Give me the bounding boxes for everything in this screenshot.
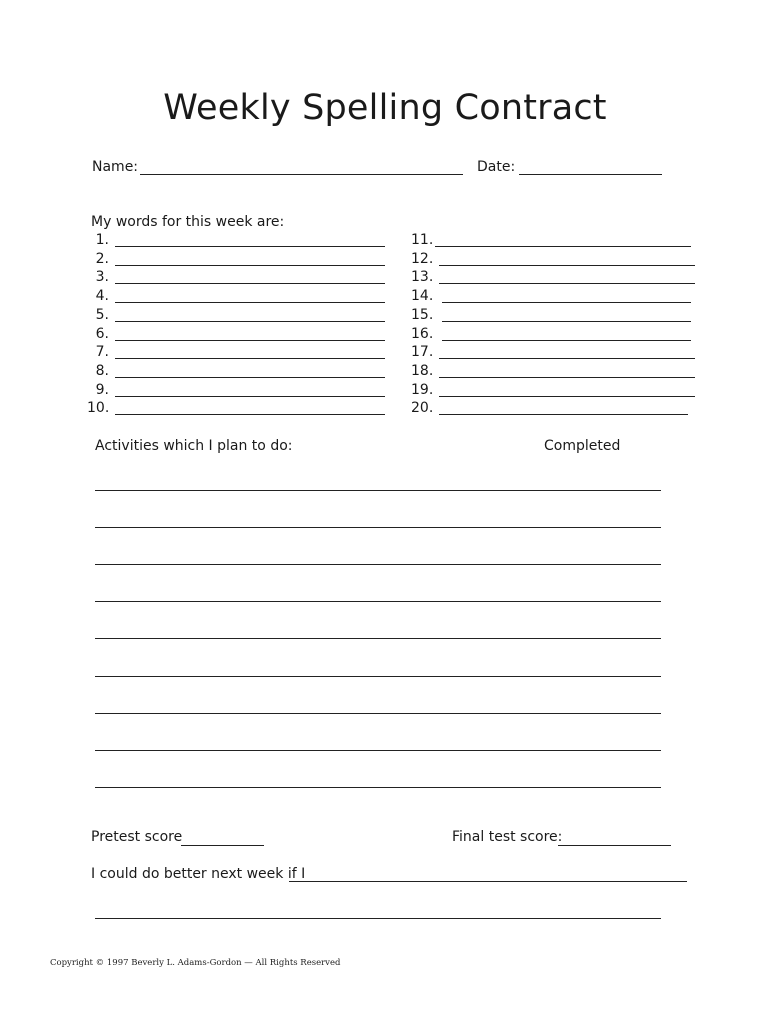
name-label: Name: — [92, 159, 139, 175]
activity-line[interactable] — [95, 750, 661, 751]
word-line[interactable] — [115, 358, 385, 359]
word-line[interactable] — [439, 283, 695, 284]
word-number: 12. — [411, 250, 434, 267]
word-line[interactable] — [115, 414, 385, 415]
word-line[interactable] — [115, 265, 385, 266]
word-number: 3. — [95, 269, 109, 286]
final-test-field[interactable] — [558, 845, 671, 846]
word-number: 13. — [411, 269, 434, 286]
word-number: 8. — [95, 362, 109, 379]
word-number: 18. — [411, 362, 434, 379]
word-line[interactable] — [115, 246, 385, 247]
word-number: 7. — [95, 344, 109, 361]
word-number: 16. — [411, 325, 434, 342]
word-number: 15. — [411, 306, 434, 323]
words-heading: My words for this week are: — [91, 214, 285, 230]
word-number: 19. — [411, 381, 434, 398]
word-number: 20. — [411, 400, 434, 417]
word-line[interactable] — [115, 340, 385, 341]
activity-line[interactable] — [95, 527, 661, 528]
activity-line[interactable] — [95, 490, 661, 491]
word-number: 4. — [95, 288, 109, 305]
activity-line[interactable] — [95, 676, 661, 677]
date-label: Date: — [477, 159, 516, 175]
word-line[interactable] — [442, 321, 691, 322]
word-number: 10. — [87, 400, 110, 417]
word-line[interactable] — [442, 340, 691, 341]
word-number: 11. — [411, 232, 434, 248]
word-number: 14. — [411, 288, 434, 305]
word-line[interactable] — [115, 302, 385, 303]
word-number: 9. — [95, 381, 109, 398]
date-field[interactable] — [519, 174, 662, 175]
completed-label: Completed — [544, 438, 621, 454]
better-field[interactable] — [289, 881, 687, 882]
word-line[interactable] — [439, 358, 695, 359]
activity-line[interactable] — [95, 713, 661, 714]
word-line[interactable] — [115, 321, 385, 322]
word-line[interactable] — [442, 302, 691, 303]
activities-label: Activities which I plan to do: — [95, 438, 293, 454]
better-field-continued[interactable] — [95, 918, 661, 919]
activity-line[interactable] — [95, 787, 661, 788]
word-line[interactable] — [439, 265, 695, 266]
word-line[interactable] — [439, 377, 695, 378]
word-line[interactable] — [439, 396, 695, 397]
word-line[interactable] — [115, 377, 385, 378]
pretest-label: Pretest score — [91, 829, 183, 845]
page-title: Weekly Spelling Contract — [163, 88, 607, 128]
word-number: 6. — [95, 325, 109, 342]
word-number: 1. — [95, 232, 109, 248]
pretest-field[interactable] — [181, 845, 264, 846]
word-number: 5. — [95, 306, 109, 323]
name-field[interactable] — [140, 174, 463, 175]
word-line[interactable] — [115, 283, 385, 284]
activity-line[interactable] — [95, 638, 661, 639]
word-number: 17. — [411, 344, 434, 361]
word-line[interactable] — [439, 414, 688, 415]
final-test-label: Final test score: — [452, 829, 563, 845]
activity-line[interactable] — [95, 601, 661, 602]
word-line[interactable] — [115, 396, 385, 397]
word-number: 2. — [95, 250, 109, 267]
activity-line[interactable] — [95, 564, 661, 565]
word-line[interactable] — [435, 246, 691, 247]
copyright: Copyright © 1997 Beverly L. Adams-Gordon — All Rights Reserved — [50, 958, 341, 968]
better-label: I could do better next week if I — [91, 866, 306, 882]
